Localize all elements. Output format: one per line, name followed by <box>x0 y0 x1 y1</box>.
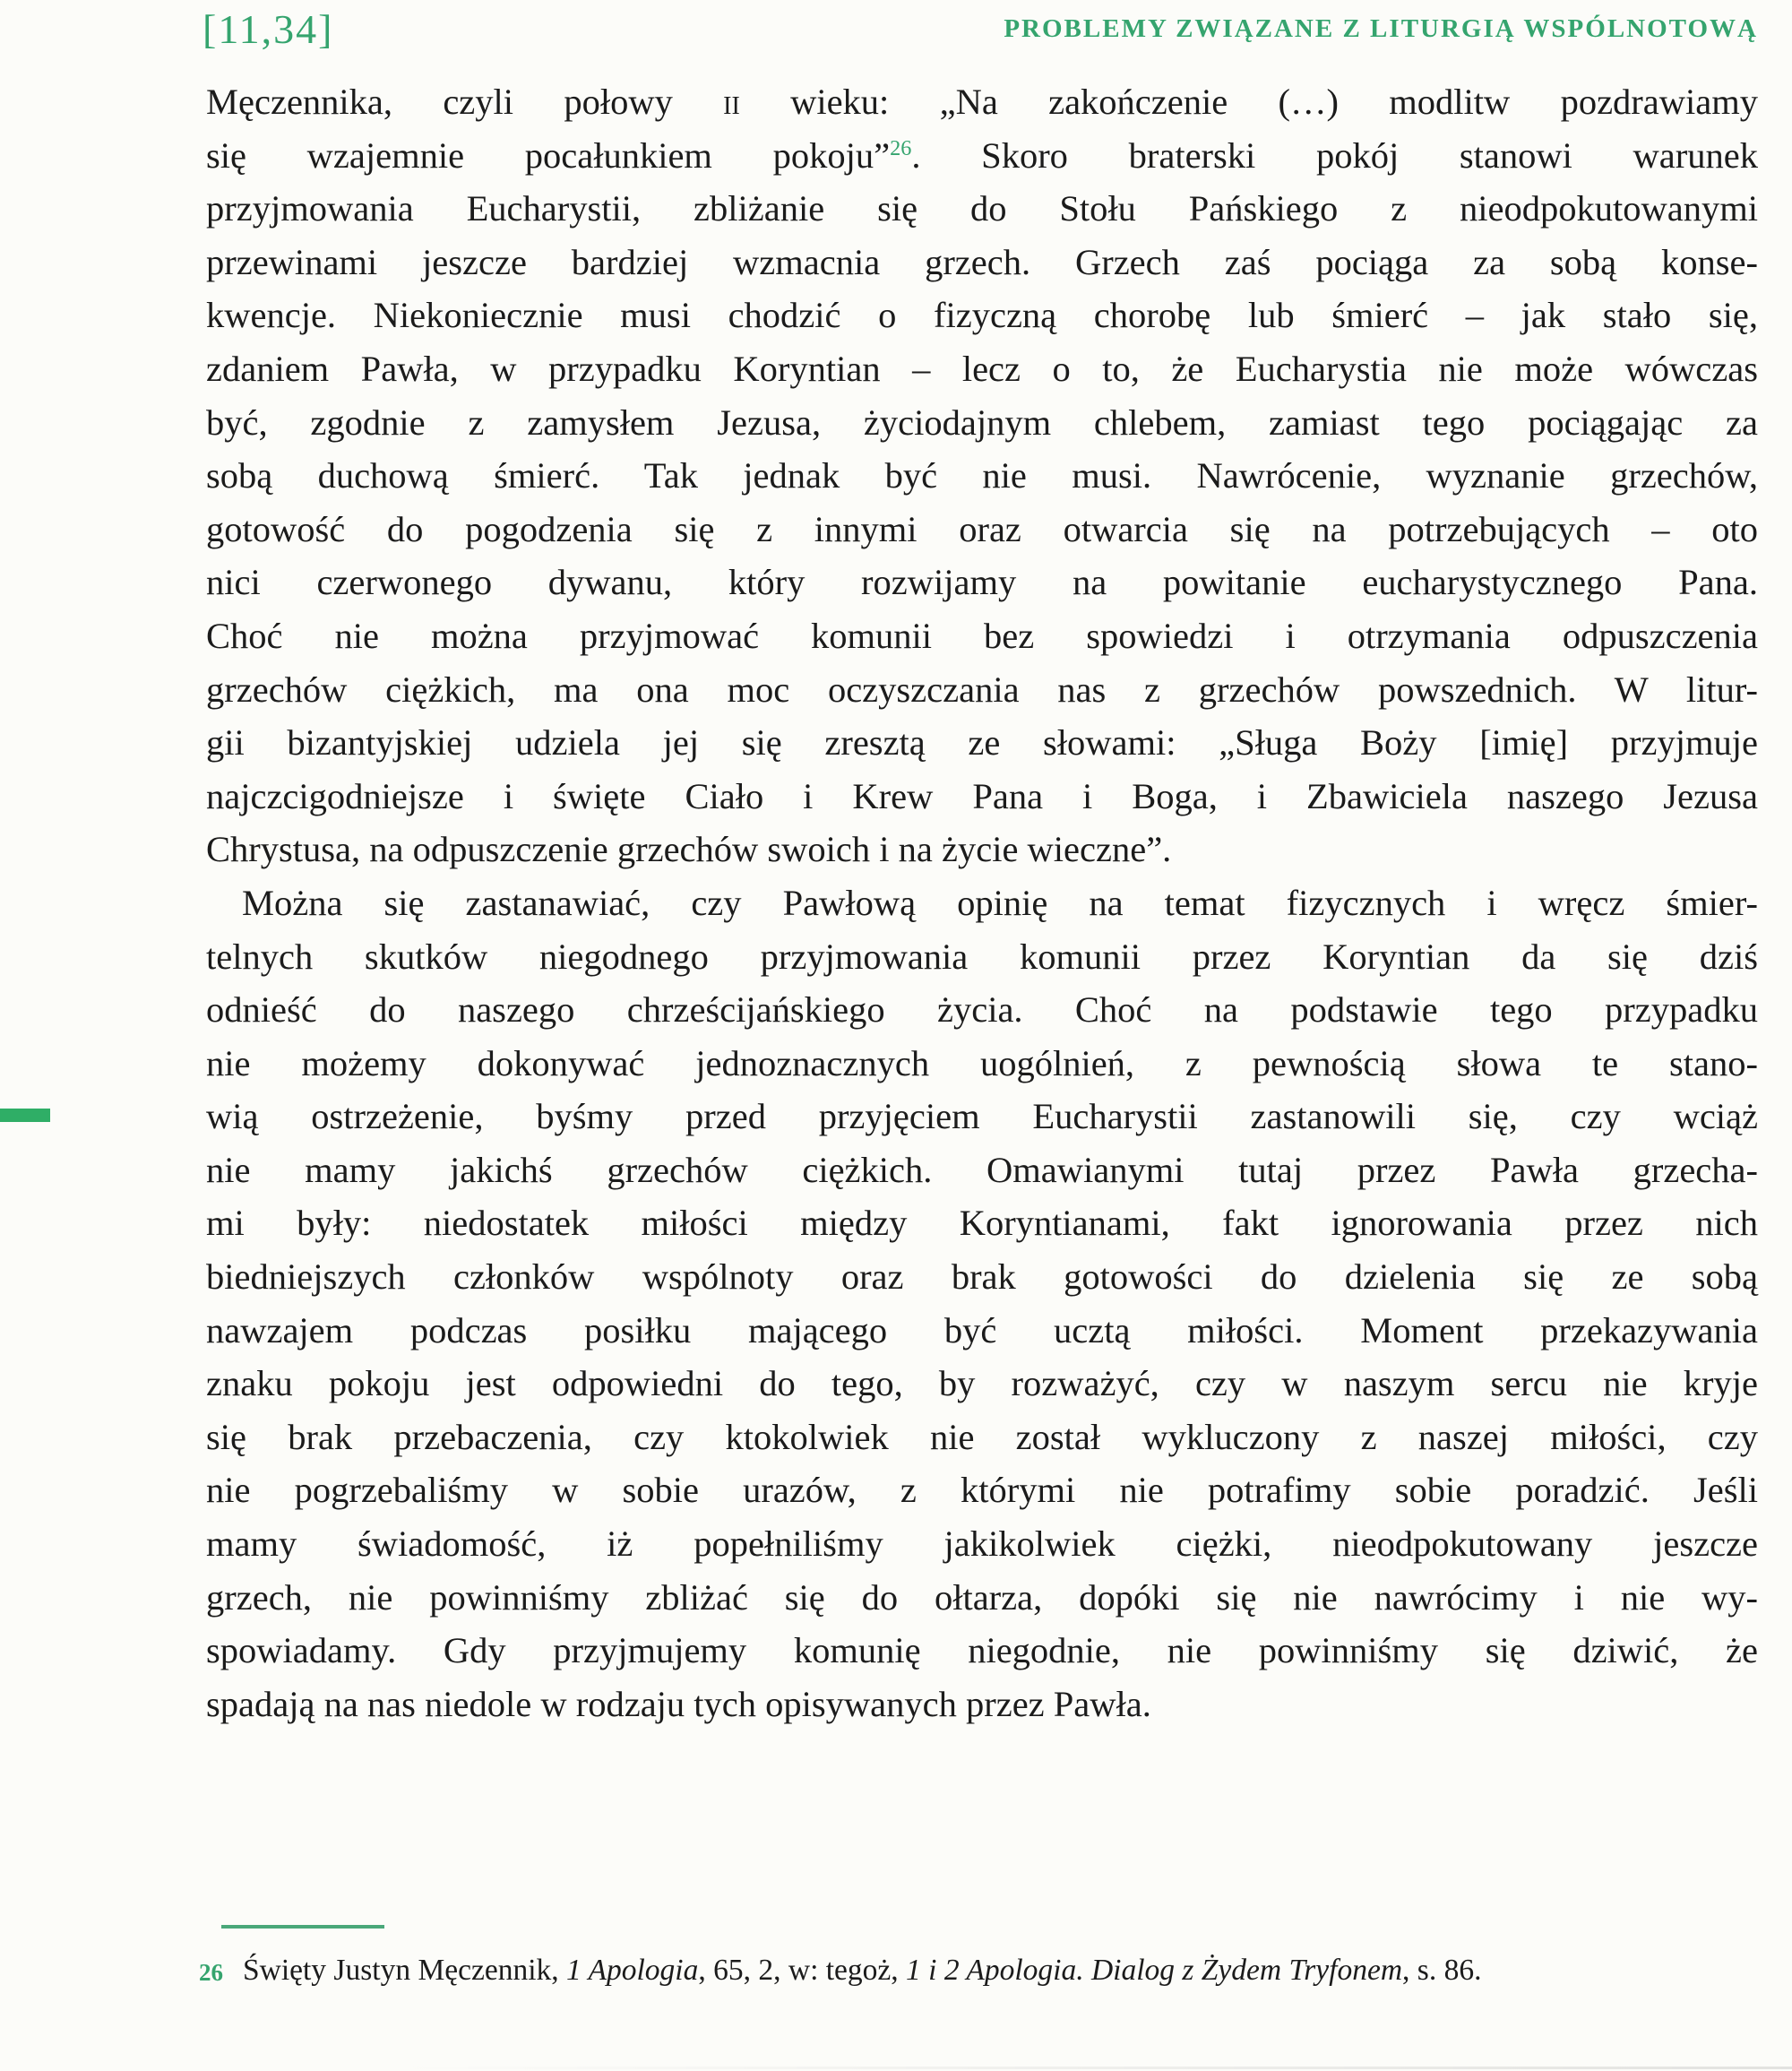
paragraph <box>206 75 1758 876</box>
text-line: gotowość do pogodzenia się z innymi oraz otwarcia się na potrzebujących – oto <box>206 508 1758 549</box>
text-line: nie możemy dokonywać jednoznacznych uogólnień, z pewnością słowa te stano- <box>206 1042 1758 1083</box>
text-line: się brak przebaczenia, czy ktokolwiek nie został wykluczony z naszej miłości, czy <box>206 1416 1758 1457</box>
verse-reference: [11,34] <box>202 6 334 52</box>
text-line: gii bizantyjskiej udziela jej się zresztą ze słowami: „Sługa Boży [imię] przyjmuje <box>206 722 1758 764</box>
text-line: nici czerwonego dywanu, który rozwijamy na powitanie eucharystycznego Pana. <box>206 562 1758 603</box>
text-line: znaku pokoju jest odpowiedni do tego, by rozważyć, czy w naszym sercu nie kryje <box>206 1363 1758 1404</box>
text-line: sobą duchową śmierć. Tak jednak być nie musi. Nawrócenie, wyznanie grzechów, <box>206 455 1758 496</box>
footnote-separator <box>221 1925 384 1929</box>
footnote-text: Święty Justyn Męczennik, 1 Apologia, 65, 2, w: tegoż, 1 i 2 Apologia. Dialog z Żydem Tryfonem, s. 86. <box>243 1954 1482 1987</box>
text-line: przewinami jeszcze bardziej wzmacnia grzech. Grzech zaś pociąga za sobą konse- <box>206 241 1758 282</box>
body-text <box>206 75 1758 1730</box>
footnote <box>199 1950 1760 1991</box>
text-line: Męczennika, czyli połowy ii wieku: „Na zakończenie (…) modlitw pozdrawiamy <box>206 82 1758 122</box>
text-line: telnych skutków niegodnego przyjmowania komunii przez Koryntian da się dziś <box>206 936 1758 977</box>
text-line: Można się zastanawiać, czy Pawłową opinię na temat fizycznych i wręcz śmier- <box>242 882 1758 923</box>
text-line: grzech, nie powinniśmy zbliżać się do ołtarza, dopóki się nie nawrócimy i nie wy- <box>206 1576 1758 1618</box>
text-line: wią ostrzeżenie, byśmy przed przyjęciem Eucharystii zastanowili się, czy wciąż <box>206 1096 1758 1137</box>
text-line: grzechów ciężkich, ma ona moc oczyszczania nas z grzechów powszednich. W litur- <box>206 669 1758 710</box>
text-line: mi były: niedostatek miłości między Koryntianami, fakt ignorowania przez nich <box>206 1203 1758 1244</box>
footnote-number: 26 <box>199 1959 223 1986</box>
text-line: mamy świadomość, iż popełniliśmy jakikolwiek ciężki, nieodpokutowany jeszcze <box>206 1523 1758 1565</box>
text-line: nawzajem podczas posiłku mającego być ucztą miłości. Moment przekazywania <box>206 1309 1758 1350</box>
text-line: spadają na nas niedole w rodzaju tych opisywanych przez Pawła. <box>206 1683 1151 1724</box>
text-line: najczcigodniejsze i święte Ciało i Krew Pana i Boga, i Zbawiciela naszego Jezusa <box>206 775 1758 816</box>
text-line: kwencje. Niekoniecznie musi chodzić o fizyczną chorobę lub śmierć – jak stało się, <box>206 295 1758 336</box>
text-line: spowiadamy. Gdy przyjmujemy komunię niegodnie, nie powinniśmy się dziwić, że <box>206 1630 1758 1671</box>
text-line: przyjmowania Eucharystii, zbliżanie się do Stołu Pańskiego z nieodpokutowanymi <box>206 188 1758 229</box>
text-line: nie mamy jakichś grzechów ciężkich. Omawianymi tutaj przez Pawła grzecha- <box>206 1149 1758 1190</box>
scan-edge-artifact <box>385 2067 1792 2069</box>
footnote-ref: 26 <box>890 136 912 161</box>
text-line: odnieść do naszego chrześcijańskiego życia. Choć na podstawie tego przypadku <box>206 989 1758 1031</box>
text-line: Choć nie można przyjmować komunii bez spowiedzi i otrzymania odpuszczenia <box>206 615 1758 656</box>
text-line: biedniejszych członków wspólnoty oraz brak gotowości do dzielenia się ze sobą <box>206 1256 1758 1298</box>
running-title: PROBLEMY ZWIĄZANE Z LITURGIĄ WSPÓLNOTOWĄ <box>1004 14 1758 43</box>
text-line: nie pogrzebaliśmy w sobie urazów, z którymi nie potrafimy sobie poradzić. Jeśli <box>206 1470 1758 1511</box>
page-edge-marker <box>0 1109 50 1122</box>
text-line: być, zgodnie z zamysłem Jezusa, życiodajnym chlebem, zamiast tego pociągając za <box>206 401 1758 443</box>
text-line: się wzajemnie pocałunkiem pokoju”$^{26}$. Skoro braterski pokój stanowi warunek <box>206 134 1758 176</box>
text-line: Chrystusa, na odpuszczenie grzechów swoich i na życie wieczne”. <box>206 829 1172 870</box>
paragraph <box>206 876 1758 1731</box>
text-line: zdaniem Pawła, w przypadku Koryntian – lecz o to, że Eucharystia nie może wówczas <box>206 348 1758 389</box>
